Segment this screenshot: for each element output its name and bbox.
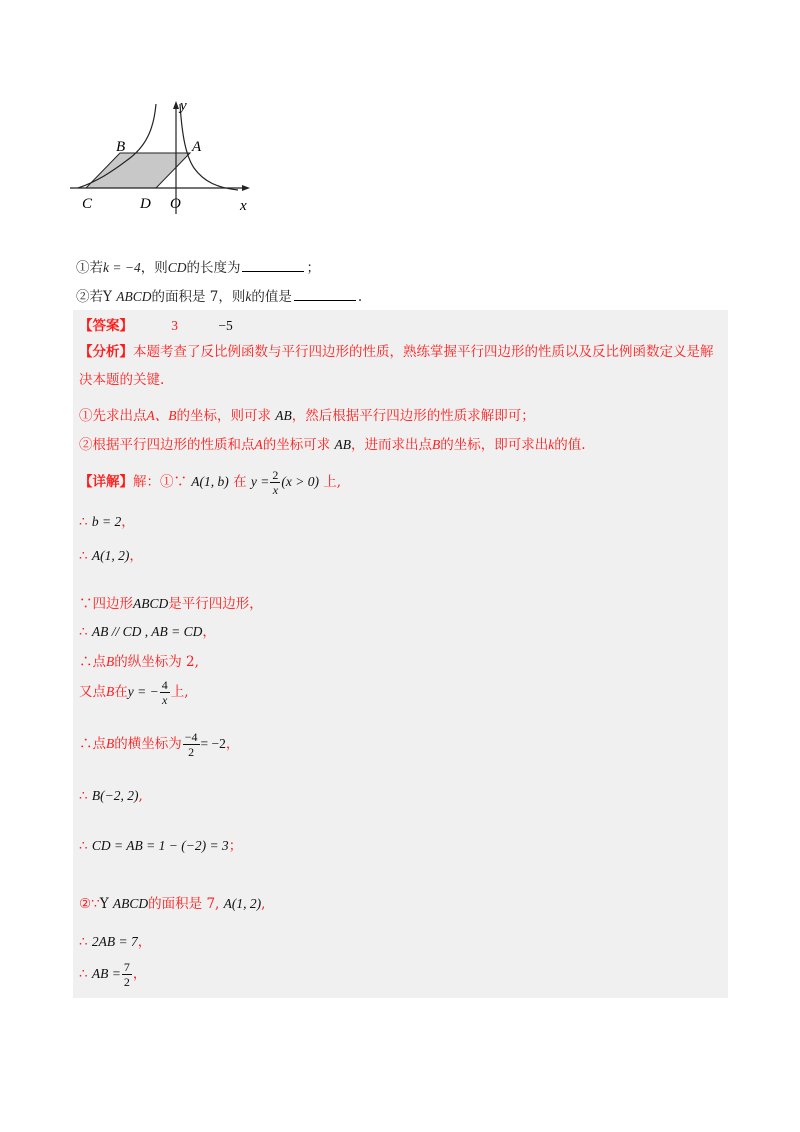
step-CD-math: CD = AB = 1 − (−2) = 3 — [91, 838, 229, 853]
detail-tag: 【详解】 — [79, 474, 133, 490]
analysis-tag: 【分析】 — [79, 344, 133, 360]
step-2AB-math: 2AB = 7 — [91, 934, 138, 949]
a1-ab: AB — [275, 408, 292, 423]
semicolon: ； — [228, 838, 243, 854]
therefore-symbol: ∴ — [79, 514, 88, 530]
comma: ， — [129, 548, 143, 564]
detail-above: 上, — [323, 474, 342, 490]
label-O: O — [170, 196, 181, 212]
label-D: D — [140, 196, 151, 212]
para-abcd: ABCD — [133, 596, 169, 611]
step-B-math: B(−2, 2) — [91, 788, 139, 803]
detail-point-A: A(1, b) — [191, 474, 229, 489]
by-B: B — [106, 654, 115, 669]
label-C: C — [82, 196, 93, 212]
a2-text: ②根据平行四边形的性质和点 — [79, 437, 255, 453]
therefore-symbol: ∴ — [79, 934, 88, 950]
frac4-den: 2 — [123, 975, 130, 989]
label-A: A — [192, 139, 202, 155]
step-B — [79, 788, 143, 804]
detail-on: 在 — [233, 474, 247, 490]
q2-step-text: ②∵ — [79, 896, 100, 912]
a1-text3: ，然后根据平行四边形的性质求解即可； — [291, 408, 535, 424]
q1-suffix: 的长度为 — [186, 260, 241, 276]
bx-text2: 的横坐标为 — [114, 736, 182, 752]
para-text2: 是平行四边形， — [168, 596, 263, 612]
question-1 — [76, 256, 320, 276]
fraction-4-over-x — [160, 678, 170, 707]
step-AB-math: AB = — [91, 966, 121, 981]
comma: ， — [121, 514, 135, 530]
therefore-symbol: ∴ — [79, 838, 88, 854]
frac3-den: 2 — [188, 745, 195, 759]
comma: ， — [225, 736, 240, 752]
question-2 — [76, 285, 362, 305]
comma: , — [138, 788, 143, 804]
graph-figure — [68, 96, 258, 216]
analysis-step-1 — [79, 404, 535, 424]
detail-y: y = — [250, 474, 270, 489]
step-b-math: b = 2 — [91, 514, 122, 529]
a2-text5: 的值. — [554, 437, 586, 453]
step-q2 — [79, 892, 265, 912]
also-text: 又点 — [79, 684, 106, 700]
a2-text3: ，进而求出点 — [351, 437, 433, 453]
step-also — [79, 678, 189, 707]
bx-result: = −2 — [200, 736, 226, 751]
answer-blank-2[interactable] — [294, 288, 356, 301]
analysis-text: 本题考查了反比例函数与平行四边形的性质，熟练掌握平行四边形的性质以及反比例函数定义是解决本题的关键. — [79, 344, 714, 388]
a2-B: B — [432, 437, 441, 452]
label-y: y — [180, 98, 187, 114]
also-y: y = − — [127, 684, 159, 699]
para-text: ∵四边形 — [79, 596, 133, 612]
a1-text: ①先求出点 — [79, 408, 147, 424]
parallelogram-shape — [86, 153, 190, 188]
also-B: B — [106, 684, 115, 699]
detail-intro — [79, 468, 341, 497]
q2-end: . — [357, 289, 363, 305]
analysis-step-2 — [79, 433, 586, 453]
also-text2: 在 — [114, 684, 128, 700]
parallelogram-symbol: Y — [103, 289, 112, 305]
comma: , — [261, 896, 266, 912]
a2-ab: AB — [334, 437, 352, 452]
q2-prefix: ②若 — [76, 289, 103, 305]
detail-cond: (x > 0) — [281, 474, 319, 489]
answer-tag: 【答案】 — [79, 318, 133, 334]
step-parallelogram — [79, 592, 263, 612]
step-2AB — [79, 930, 151, 950]
step-A-math: A(1, 2) — [91, 548, 130, 563]
q2-step-A: A(1, 2) — [223, 896, 262, 911]
a2-text4: 的坐标，即可求出 — [440, 437, 549, 453]
step-B-x — [79, 730, 239, 759]
q2-suffix: 的值是 — [251, 289, 292, 305]
therefore-symbol: ∴ — [79, 966, 88, 982]
bx-text: ∴点 — [79, 736, 106, 752]
answer-blank-1[interactable] — [242, 259, 304, 272]
graph-svg — [68, 96, 258, 216]
answer-value-2: −5 — [218, 318, 233, 333]
q1-end: ； — [306, 260, 320, 276]
frac2-num: 4 — [161, 678, 168, 692]
also-text3: 上, — [170, 684, 189, 700]
by-text2: 的纵坐标为 2, — [114, 654, 199, 670]
step-AB — [79, 960, 146, 989]
therefore-symbol: ∴ — [79, 624, 88, 640]
frac3-num: −4 — [184, 730, 198, 744]
frac1-den: x — [272, 483, 279, 497]
q2-abcd: ABCD — [116, 289, 152, 304]
answer-line — [79, 314, 233, 334]
step-b — [79, 510, 135, 530]
answer-value-1: 3 — [171, 318, 179, 333]
comma: ， — [132, 966, 147, 982]
step-A — [79, 544, 143, 564]
q1-mid: ，则 — [140, 260, 168, 276]
therefore-symbol: ∴ — [79, 548, 88, 564]
q1-math: k = −4 — [103, 260, 141, 275]
step-B-y — [79, 650, 199, 670]
therefore-symbol: ∴ — [79, 788, 88, 804]
ab-cd-math: AB // CD , AB = CD — [91, 624, 203, 639]
label-x: x — [240, 198, 247, 214]
step-CD — [79, 834, 242, 854]
q1-cd: CD — [167, 260, 187, 275]
frac2-den: x — [162, 693, 168, 707]
curve-right — [180, 104, 238, 190]
fraction-2-over-x — [270, 468, 280, 497]
a2-text2: 的坐标可求 — [262, 437, 331, 453]
q1-prefix: ①若 — [76, 260, 103, 276]
x-axis-arrow — [242, 185, 250, 191]
by-text: ∴点 — [79, 654, 106, 670]
a2-k: k — [548, 437, 555, 452]
frac4-num: 7 — [123, 960, 130, 974]
y-axis-arrow — [173, 101, 179, 109]
fraction-neg4-over-2 — [183, 730, 200, 759]
solution-panel — [73, 310, 728, 998]
a1-text2: 的坐标，则可求 — [176, 408, 271, 424]
parallelogram-symbol: Y — [99, 896, 109, 912]
step-ab-cd — [79, 620, 216, 640]
detail-text: 解：①∵ — [133, 474, 187, 490]
a2-A: A — [254, 437, 263, 452]
q2-k: k — [245, 289, 252, 304]
analysis-paragraph — [79, 338, 719, 394]
comma: ， — [137, 934, 152, 950]
a1-points: A、B — [146, 408, 177, 423]
frac1-num: 2 — [272, 468, 279, 482]
comma: ， — [202, 624, 216, 640]
q2-step-abcd: ABCD — [112, 896, 149, 911]
bx-B: B — [106, 736, 115, 751]
label-B: B — [116, 139, 126, 155]
q2-step-text2: 的面积是 7, — [148, 896, 220, 912]
q2-mid: 的面积是 7，则 — [151, 289, 246, 305]
fraction-7-over-2 — [122, 960, 132, 989]
